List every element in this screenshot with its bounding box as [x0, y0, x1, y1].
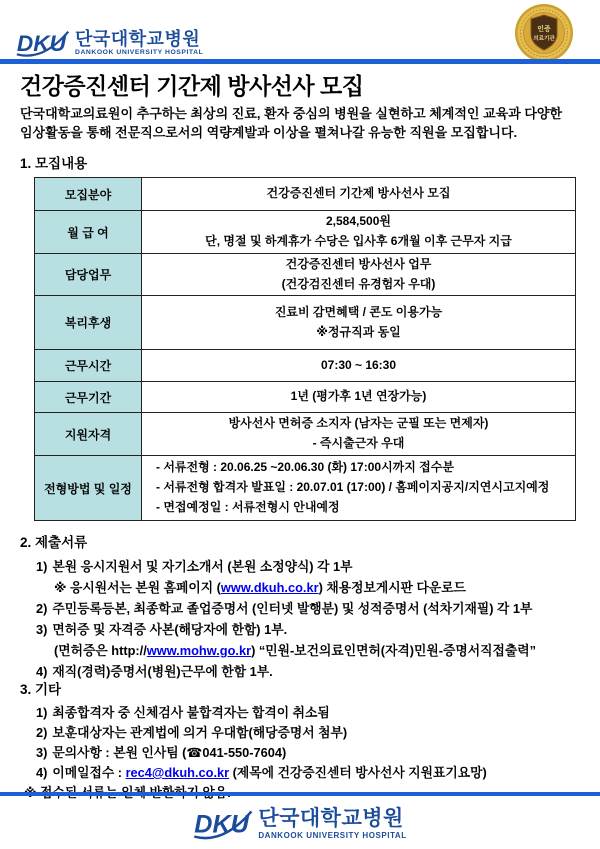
dku-logo-icon: [193, 803, 253, 845]
dku-mark-text: DKU: [16, 30, 66, 56]
item-number: 2): [36, 601, 48, 616]
item-number: 3): [36, 745, 48, 760]
table-row: [35, 382, 575, 413]
cell-line: - 서류전형 합격자 발표일 : 20.07.01 (17:00) / 홈페이지공지/지연시고지예정: [156, 480, 550, 495]
cell-line: - 면접예정일 : 서류전형시 안내예정: [156, 499, 340, 514]
note-suffix: ) “민원-보건의료인면허(자격)민원-증명서직접출력”: [251, 643, 536, 658]
item-text: 문의사항 : 본원 인사팀 (☎041-550-7604): [52, 745, 287, 760]
table-row: [35, 456, 575, 520]
header-divider: [0, 59, 600, 64]
hospital-logo-header: [16, 24, 203, 62]
item-text: 본원 응시지원서 및 자기소개서 (본원 소정양식) 각 1부: [52, 559, 353, 574]
table-row: [35, 350, 575, 382]
intro-text: [20, 104, 588, 142]
seal-text-line2: 의료기관: [533, 36, 555, 42]
hospital-name-en: DANKOOK UNIVERSITY HOSPITAL: [258, 831, 407, 841]
cell-line: 방사선사 면허증 소지자 (남자는 군필 또는 면제자): [228, 416, 489, 431]
item-text: 보훈대상자는 관계법에 의거 우대함(해당증명서 첨부): [52, 725, 348, 740]
logo-text: [75, 30, 203, 57]
table-row: [35, 178, 575, 211]
item-text: (제목에 건강증진센터 방사선사 지원표기요망): [229, 765, 487, 780]
section2-list: [20, 556, 588, 682]
row-label: 담당업무: [35, 254, 142, 295]
recruitment-table: [34, 177, 576, 521]
row-content: [142, 413, 575, 455]
item-number: 4): [36, 765, 48, 780]
mohw-website-link[interactable]: www.mohw.go.kr: [146, 643, 252, 658]
cell-line: - 즉시출근자 우대: [312, 436, 405, 450]
row-label: 지원자격: [35, 413, 142, 455]
cell-line: 07:30 ~ 16:30: [320, 357, 397, 372]
page-title: 건강증진센터 기간제 방사선사 모집: [20, 73, 364, 99]
dku-mark-text: DKU: [194, 810, 249, 839]
list-item: [20, 619, 588, 640]
logo-text: [258, 808, 406, 840]
section3-etc: [20, 678, 588, 803]
hospital-name-ko: 단국대학교병원: [75, 28, 201, 49]
item-number: 3): [36, 622, 48, 637]
row-content: [142, 382, 575, 412]
seal-text-line1: 인증: [537, 26, 551, 33]
cell-line: 2,584,500원: [326, 214, 391, 229]
list-item-note: [20, 577, 588, 598]
list-item: [20, 556, 588, 577]
list-item: [20, 763, 588, 783]
cell-line: - 서류전형 : 20.06.25 ~20.06.30 (화) 17:00시까지 접수분: [156, 460, 454, 475]
row-content: [142, 254, 575, 295]
list-item-note: [20, 640, 588, 661]
row-content: [142, 178, 575, 210]
hospital-name-ko: 단국대학교병원: [258, 806, 404, 830]
table-row: [35, 296, 575, 350]
note-prefix: ※ 응시원서는 본원 홈페이지 (: [54, 580, 221, 595]
dkuh-website-link[interactable]: www.dkuh.co.kr: [220, 580, 319, 595]
footer-divider: [0, 792, 600, 796]
cell-line: 단, 명절 및 하계휴가 수당은 입사후 6개월 이후 근무자 지급: [205, 234, 512, 248]
cell-line: 진료비 감면혜택 / 콘도 이용가능: [274, 304, 443, 319]
section1-heading: 1. 모집내용: [20, 156, 88, 171]
list-item: [20, 703, 588, 723]
cell-line: 1년 (평가후 1년 연장가능): [290, 389, 427, 404]
list-item: [20, 598, 588, 619]
item-text: 면허증 및 자격증 사본(해당자에 한함) 1부.: [52, 622, 288, 637]
item-number: 4): [36, 664, 48, 679]
row-label: 월 급 여: [35, 211, 142, 253]
intro-line-2: 임상활동을 통해 전문직으로서의 역량계발과 이상을 펼쳐나갈 유능한 직원을 모집합니다.: [20, 125, 518, 140]
hospital-name-en: DANKOOK UNIVERSITY HOSPITAL: [75, 49, 204, 57]
section3-list: [20, 703, 588, 803]
table-row: [35, 413, 575, 456]
dku-logo-icon: [16, 24, 70, 62]
section2-submit-documents: [20, 531, 588, 682]
item-text: 재직(경력)증명서(병원)근무에 한함 1부.: [52, 664, 273, 679]
email-link[interactable]: rec4@dkuh.co.kr: [125, 765, 230, 780]
row-content: [142, 350, 575, 381]
item-number: 2): [36, 725, 48, 740]
row-content: [142, 456, 575, 520]
item-number: 1): [36, 705, 48, 720]
row-content: [142, 296, 575, 349]
item-text: 이메일접수 :: [52, 765, 126, 780]
hospital-logo-footer: [193, 803, 406, 845]
list-item: [20, 723, 588, 743]
item-text: 주민등록등본, 최종학교 졸업증명서 (인터넷 발행분) 및 성적증명서 (석차기재필) 각 1부: [52, 601, 533, 616]
row-label: 근무시간: [35, 350, 142, 381]
row-label: 근무기간: [35, 382, 142, 412]
cell-line: 건강증진센터 기간제 방사선사 모집: [266, 186, 451, 201]
section3-heading: 3. 기타: [20, 682, 62, 697]
table-row: [35, 254, 575, 296]
note-prefix: (면허증은 http://: [54, 643, 147, 658]
cell-line: (건강검진센터 유경험자 우대): [281, 276, 436, 291]
section2-heading: 2. 제출서류: [20, 535, 88, 550]
table-row: [35, 211, 575, 254]
item-number: 1): [36, 559, 48, 574]
row-label: 복리후생: [35, 296, 142, 349]
row-content: [142, 211, 575, 253]
intro-line-1: 단국대학교의료원이 추구하는 최상의 진료, 환자 중심의 병원을 실현하고 체계적인 교육과 다양한: [20, 106, 563, 121]
certification-seal-icon: [514, 3, 574, 63]
row-label: 전형방법 및 일정: [35, 456, 142, 520]
row-label: 모집분야: [35, 178, 142, 210]
cell-line: ※정규직과 동일: [316, 324, 401, 339]
list-item: [20, 743, 588, 763]
item-text: 최종합격자 중 신체검사 불합격자는 합격이 취소됨: [52, 705, 330, 720]
note-suffix: ) 채용정보게시판 다운로드: [318, 580, 466, 595]
cell-line: 건강증진센터 방사선사 업무: [285, 256, 432, 271]
